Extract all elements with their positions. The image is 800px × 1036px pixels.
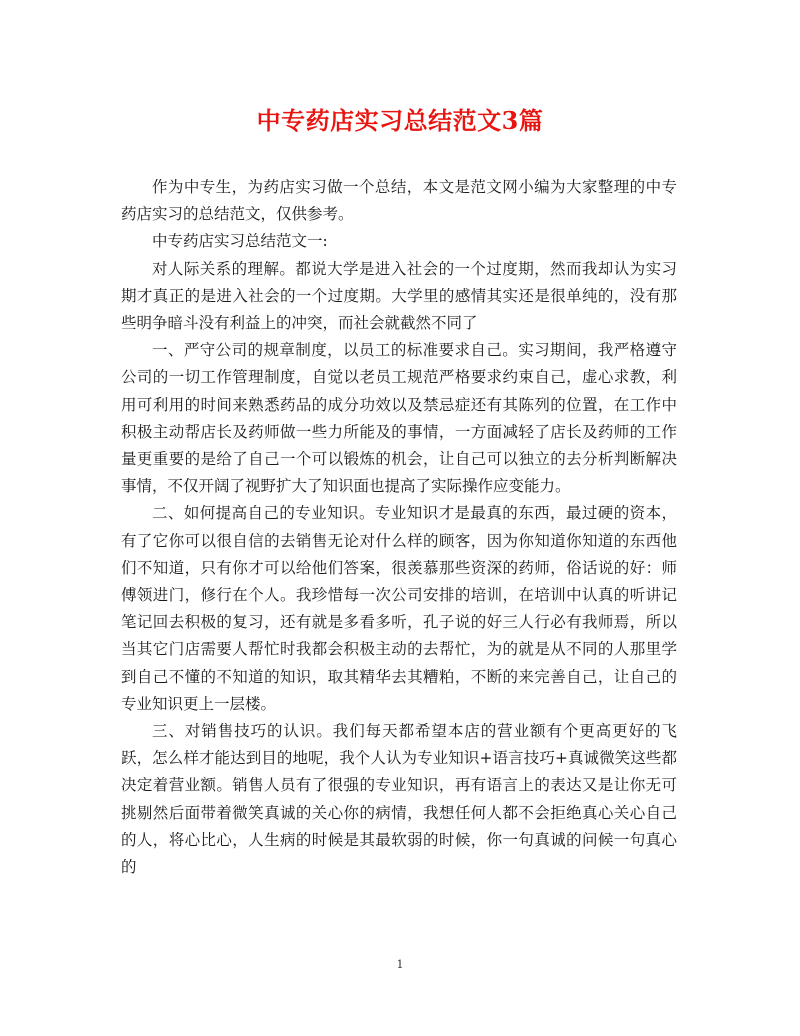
document-title: 中专药店实习总结范文3篇 <box>256 106 544 135</box>
body-paragraph: 三、对销售技巧的认识。我们每天都希望本店的营业额有个更高更好的飞跃，怎么样才能达到目的地呢，我个人认为专业知识+语言技巧+真诚微笑这些都决定着营业额。销售人员有了很强的专业知识，再有语言上的表达又是让你无可挑剔然后面带着微笑真诚的关心你的病情，我想任何人都不会拒绝真心关心自己的人，将心比心，人生病的时候是其最软弱的时候，你一句真诚的问候一句真心的 <box>121 722 677 877</box>
document-body <box>121 174 677 881</box>
intro-paragraph: 作为中专生，为药店实习做一个总结，本文是范文网小编为大家整理的中专药店实习的总结范文，仅供参考。 <box>121 178 677 224</box>
body-paragraph: 二、如何提高自己的专业知识。专业知识才是最真的东西，最过硬的资本，有了它你可以很自信的去销售无论对什么样的顾客，因为你知道你知道的东西他们不知道，只有你才可以给他们答案，很羡慕那些资深的药师，俗话说的好：师傅领进门，修行在个人。我珍惜每一次公司安排的培训，在培训中认真的听讲记笔记回去积极的复习，还有就是多看多听，孔子说的好三人行必有我师焉，所以当其它门店需要人帮忙时我都会积极主动的去帮忙，为的就是从不同的人那里学到自己不懂的不知道的知识，取其精华去其糟粕，不断的来完善自己，让自己的专业知识更上一层楼。 <box>121 504 677 713</box>
body-paragraph: 一、严守公司的规章制度，以员工的标准要求自己。实习期间，我严格遵守公司的一切工作管理制度，自觉以老员工规范严格要求约束自己，虚心求教，利用可利用的时间来熟悉药品的成分功效以及禁忌症还有其陈列的位置，在工作中积极主动帮店长及药师做一些力所能及的事情，一方面减轻了店长及药师的工作量更重要的是给了自己一个可以锻炼的机会，让自己可以独立的去分析判断解决事情，不仅开阔了视野扩大了知识面也提高了实际操作应变能力。 <box>121 341 677 496</box>
section-heading: 中专药店实习总结范文一: <box>152 232 328 251</box>
page-number: 1 <box>396 958 404 971</box>
body-paragraph: 对人际关系的理解。都说大学是进入社会的一个过度期，然而我却认为实习期才真正的是进入社会的一个过度期。大学里的感情其实还是很单纯的，没有那些明争暗斗没有利益上的冲突，而社会就截然不同了 <box>121 259 677 333</box>
